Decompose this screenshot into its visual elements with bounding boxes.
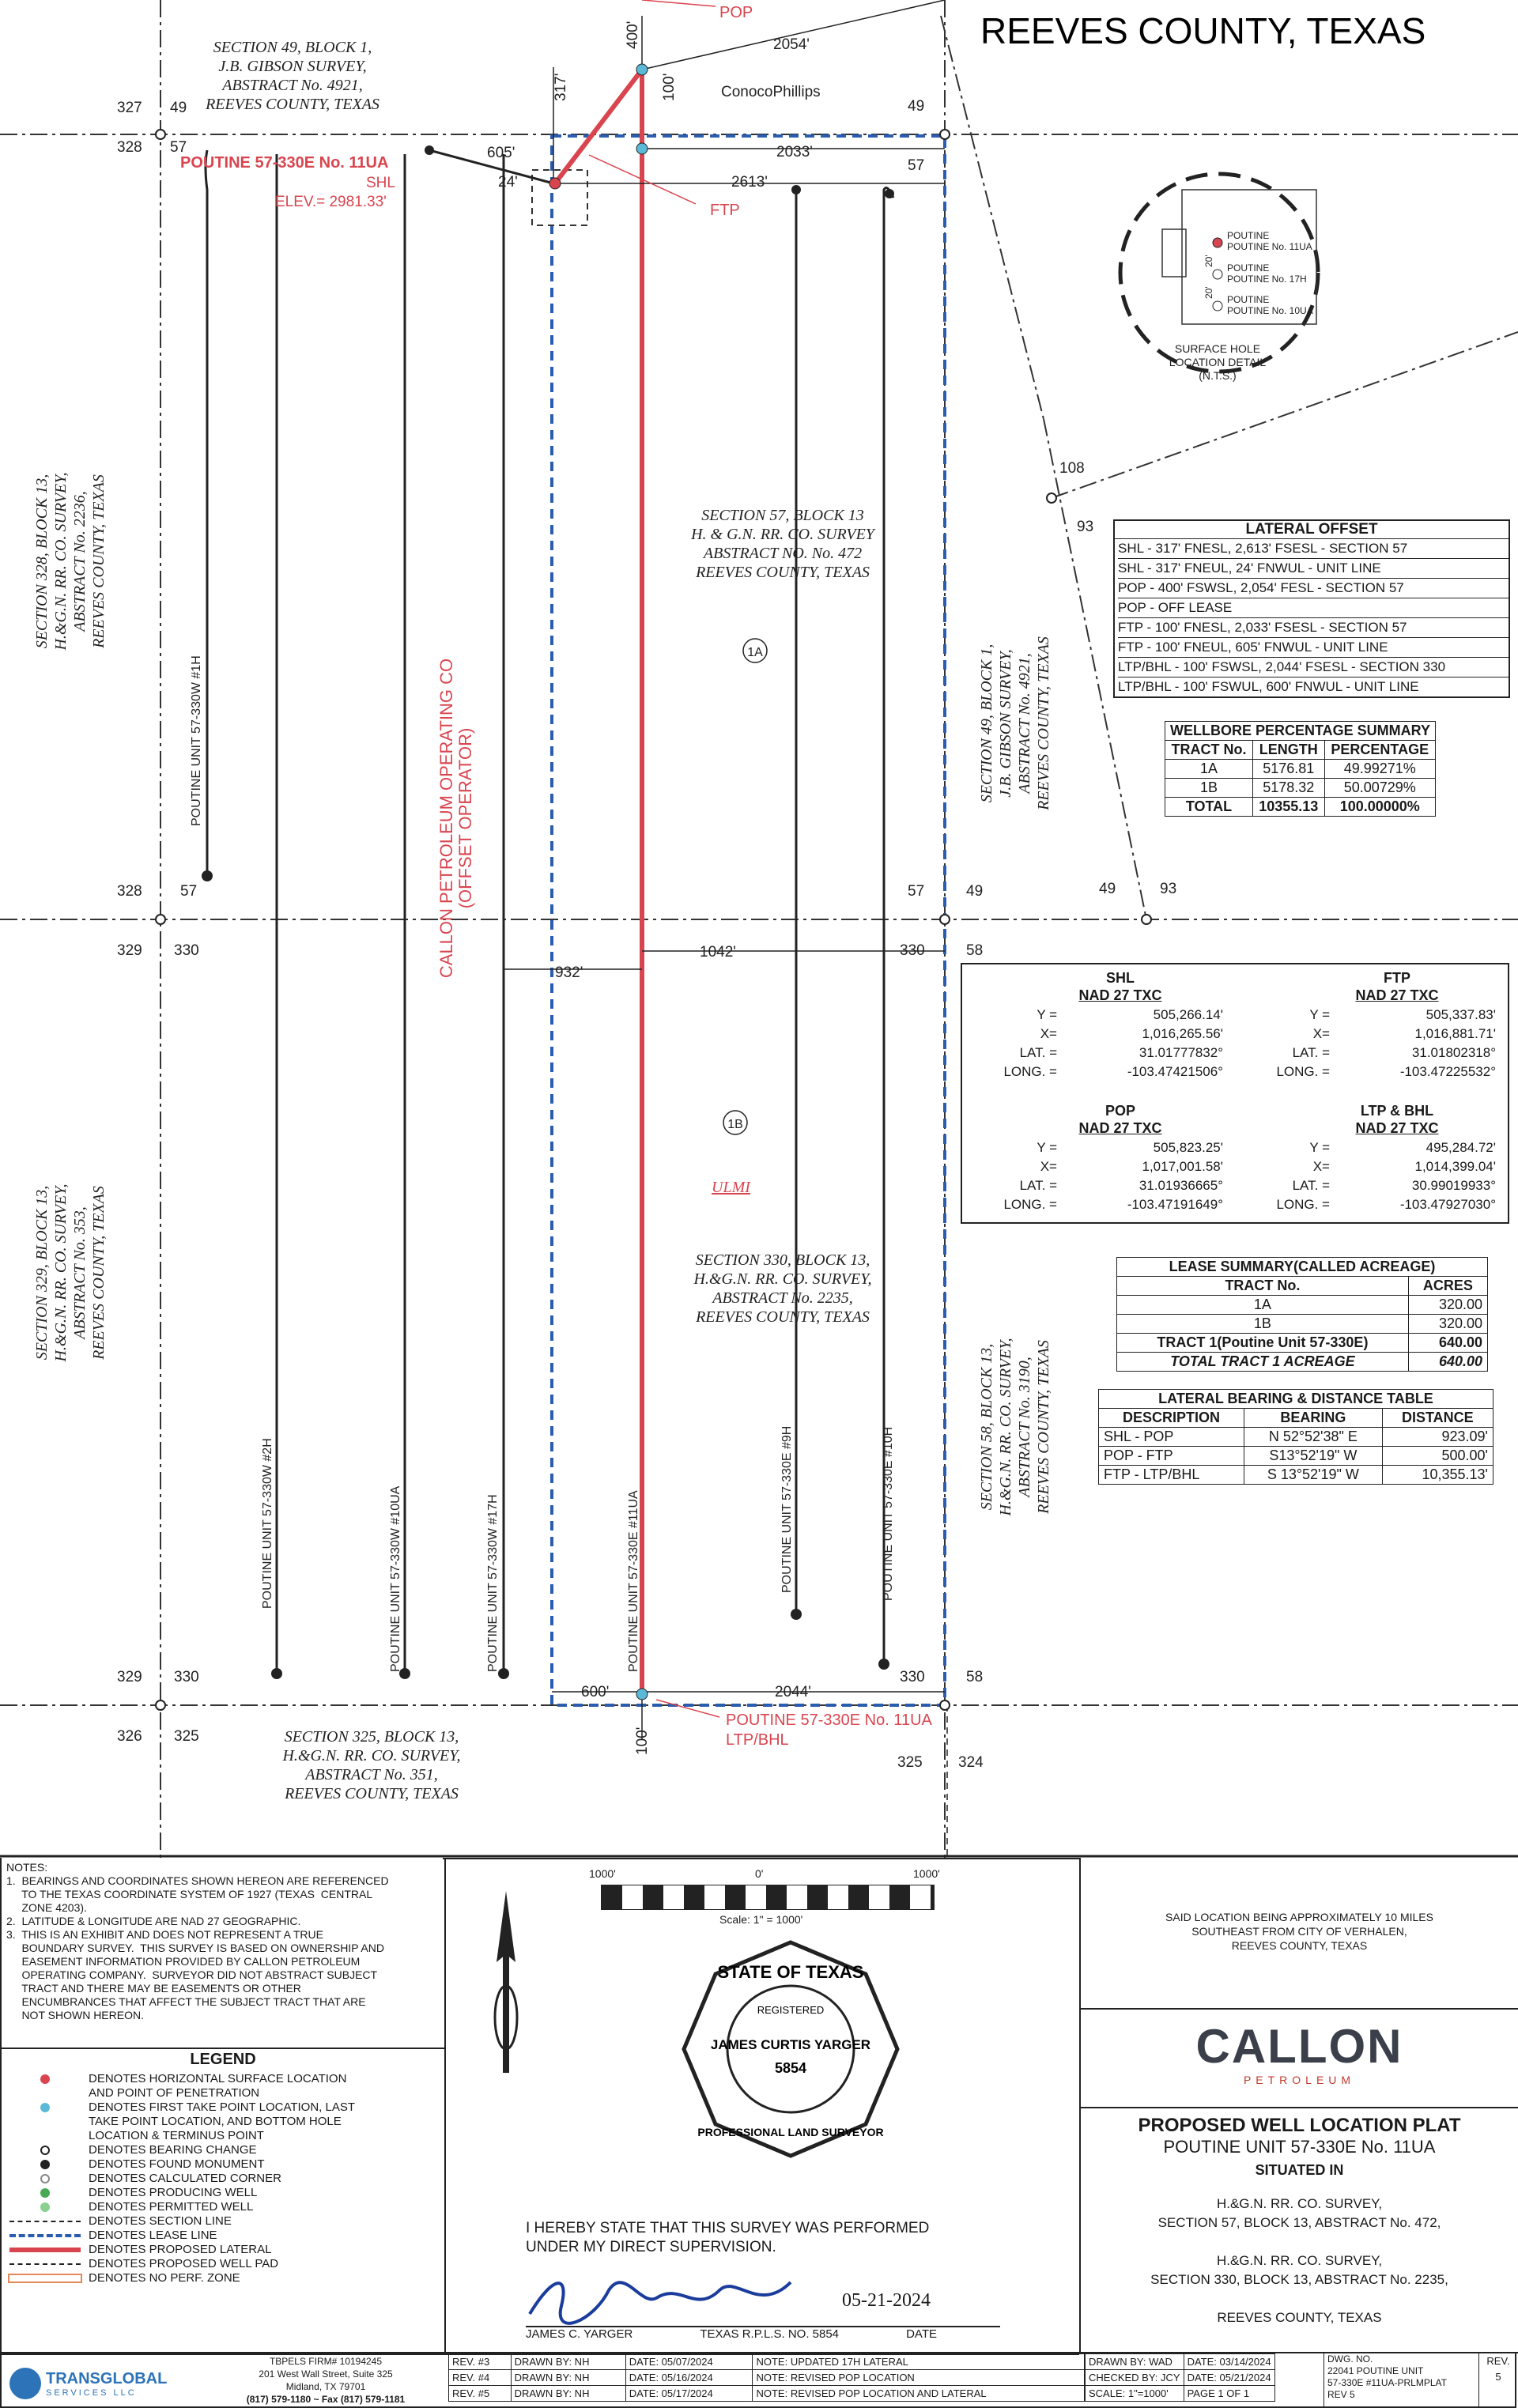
cn-325b: 325 <box>897 1754 923 1771</box>
s49-top-2: J.B. GIBSON SURVEY, <box>218 58 367 75</box>
ltp-coord-datum: NAD 27 TXC <box>1355 1120 1439 1136</box>
note-line: 2. LATITUDE & LONGITUDE ARE NAD 27 GEOGRAPHIC. <box>6 1915 301 1927</box>
permitted-well-icon <box>40 2202 50 2212</box>
svg-text:SECTION 58, BLOCK 13,: SECTION 58, BLOCK 13, <box>978 1343 995 1511</box>
pop-coord-datum: NAD 27 TXC <box>1078 1120 1162 1136</box>
cn-58a: 58 <box>966 942 984 959</box>
section-line-icon <box>9 2221 81 2222</box>
scale-seal-panel: 1000' 0' 1000' Scale: 1" = 1000' STATE OF TEXAS REGISTERED JAMES CURTIS YARGER 5854 PROFESSIONAL LAND SURVEYOR I HEREBY STATE THAT THIS SURVEY WAS PERFORMED UNDER MY DIRECT SUPERVISION. 05-21-2024 JAMES C. YARGER TEXAS R.P.L.S. NO. 5854 DATE <box>443 1858 1079 2355</box>
table-row-total: TOTAL TRACT 1 ACREAGE 640.00 <box>1117 1353 1488 1372</box>
surveyor-signature <box>522 2266 822 2330</box>
s57-2: H. & G.N. RR. CO. SURVEY <box>691 526 874 543</box>
note-line: BOUNDARY SURVEY. THIS SURVEY IS BASED ON OWNERSHIP AND <box>6 1942 384 1954</box>
note-line: TRACT AND THERE MAY BE EASEMENTS OR OTHER <box>6 1982 301 1995</box>
cn-57a: 57 <box>170 139 187 156</box>
revisions-table <box>448 2353 1085 2402</box>
s325-2: H.&G.N. RR. CO. SURVEY, <box>282 1747 461 1764</box>
table-row: 1B 320.00 <box>1117 1315 1488 1334</box>
ltp-coords: Y = 495,284.72' X= 1,014,399.04' LAT. = 30.99019933° LONG. = -103.47927030° <box>1276 1140 1496 1212</box>
dim-24-label: 24' <box>498 174 518 191</box>
dim-2033-label: 2033' <box>776 144 813 160</box>
svg-text:ABSTRACT No. 4921,: ABSTRACT No. 4921, <box>1016 653 1033 794</box>
transglobal-logo: TRANSGLOBAL SERVICES LLC <box>9 2368 167 2399</box>
cn-326: 326 <box>117 1728 142 1745</box>
well-label-1h: POUTINE UNIT 57-330W #1H <box>190 655 203 826</box>
cn-108: 108 <box>1059 460 1085 477</box>
dim-100b-label: 100' <box>634 1727 651 1755</box>
dim-605-label: 605' <box>487 145 515 161</box>
shl-coords: Y = 505,266.14' X= 1,016,265.56' LAT. = 31.01777832° LONG. = -103.47421506° <box>1003 1007 1223 1079</box>
red-dot-icon <box>40 2074 50 2084</box>
s329-block <box>33 1183 108 1362</box>
wellbore-header: LENGTH <box>1252 741 1324 760</box>
firm-info: TBPELS FIRM# 10194245 201 West Wall Street, Suite 325 Midland, TX 79701 (817) 579-1180 ~ Fax (817) 579-1181 <box>246 2356 406 2405</box>
svg-text:REEVES COUNTY, TEXAS: REEVES COUNTY, TEXAS <box>1035 636 1052 810</box>
no-perf-zone-icon <box>8 2274 82 2283</box>
shl-label: SHL <box>366 175 395 191</box>
lateral-offset-row: LTP/BHL - 100' FSWUL, 600' FNWUL - UNIT LINE <box>1118 679 1419 694</box>
well-pad-icon <box>9 2263 81 2265</box>
cn-329b: 329 <box>117 1669 142 1685</box>
well-name-top: POUTINE 57-330E No. 11UA <box>180 154 389 172</box>
s57-4: REEVES COUNTY, TEXAS <box>696 564 870 581</box>
note-line: 3. THIS IS AN EXHIBIT AND DOES NOT REPRESENT A TRUE <box>6 1928 323 1941</box>
notes-title: NOTES: <box>6 1861 48 1874</box>
detail-20b: 20' <box>1203 286 1214 299</box>
svg-text:ABSTRACT No. 2236,: ABSTRACT No. 2236, <box>71 491 89 632</box>
cn-330b: 330 <box>900 942 925 959</box>
svg-text:J.B. GIBSON SURVEY,: J.B. GIBSON SURVEY, <box>997 649 1014 798</box>
detail-caption-3: (N.T.S.) <box>1199 369 1237 382</box>
tract-1b-label: 1B <box>727 1118 743 1131</box>
detail-20a: 20' <box>1203 255 1214 267</box>
shl-coord-datum: NAD 27 TXC <box>1078 987 1162 1003</box>
plat-well: POUTINE UNIT 57-330E No. 11UA <box>1163 2137 1436 2157</box>
s330-2: H.&G.N. RR. CO. SURVEY, <box>693 1270 872 1288</box>
cn-325a: 325 <box>174 1728 199 1745</box>
cn-49b: 49 <box>908 98 925 115</box>
s330-4: REEVES COUNTY, TEXAS <box>696 1308 870 1326</box>
lateral-offset-table <box>1113 519 1510 698</box>
detail-caption-1: SURFACE HOLE <box>1174 342 1261 355</box>
dim-2054-label: 2054' <box>773 36 810 53</box>
dim-100a-label: 100' <box>661 73 678 101</box>
plat-title-panel: PROPOSED WELL LOCATION PLAT POUTINE UNIT 57-330E No. 11UA SITUATED IN H.&G.N. RR. CO. SURVEY, SECTION 57, BLOCK 13, ABSTRACT No. 472, H.&G.N. RR. CO. SURVEY, SECTION 330, BLOCK 13, ABSTRACT No. 2235, REEVES COUNTY, TEXAS <box>1079 2107 1518 2353</box>
s330-1: SECTION 330, BLOCK 13, <box>695 1251 870 1269</box>
table-row: REV. #5 DRAWN BY: NH DATE: 05/17/2024 NOTE: REVISED POP LOCATION AND LATERAL <box>449 2386 1085 2402</box>
dim-317-label: 317' <box>553 73 569 101</box>
s49-right-block <box>978 636 1052 811</box>
cn-93b: 93 <box>1160 881 1177 897</box>
pop-coord-title: POP <box>1105 1103 1135 1119</box>
svg-text:CALLON PETROLEUM OPERATING CO: CALLON PETROLEUM OPERATING CO <box>436 658 456 979</box>
dim-400-label: 400' <box>625 21 641 49</box>
svg-text:REGISTERED: REGISTERED <box>757 2004 825 2016</box>
cn-330d: 330 <box>900 1669 925 1685</box>
svg-text:ABSTRACT No. 3190,: ABSTRACT No. 3190, <box>1016 1357 1033 1497</box>
detail-11ua: POUTINE No. 11UA <box>1227 241 1312 252</box>
svg-text:JAMES CURTIS YARGER: JAMES CURTIS YARGER <box>710 2037 871 2052</box>
lease-header: ACRES <box>1408 1277 1487 1296</box>
notes-panel <box>0 1858 446 2049</box>
cn-49a: 49 <box>170 100 187 116</box>
cn-49d: 49 <box>1099 881 1116 897</box>
cert-name: JAMES C. YARGER <box>526 2327 633 2341</box>
solid-circle-icon <box>40 2160 50 2169</box>
table-row-total: TOTAL 10355.13 100.00000% <box>1165 798 1436 817</box>
lease-summary-title: LEASE SUMMARY(CALLED ACREAGE) <box>1117 1258 1488 1277</box>
lateral-line-icon <box>9 2248 81 2252</box>
ltp-bhl-label: LTP/BHL <box>726 1731 789 1749</box>
well-label-10h: POUTINE UNIT 57-330E #10H <box>882 1426 895 1601</box>
cn-328b: 328 <box>117 883 142 900</box>
lease-summary-table <box>1116 1257 1488 1372</box>
note-line: OPERATING COMPANY. SURVEYOR DID NOT ABSTRACT SUBJECT <box>6 1968 378 1981</box>
wellbore-summary-table <box>1165 721 1436 817</box>
s49-top-4: REEVES COUNTY, TEXAS <box>206 96 380 113</box>
s330-3: ABSTRACT No. 2235, <box>712 1289 853 1307</box>
svg-text:SECTION 328, BLOCK 13,: SECTION 328, BLOCK 13, <box>33 474 51 649</box>
table-row: TRACT 1(Poutine Unit 57-330E) 640.00 <box>1117 1334 1488 1353</box>
lateral-offset-row: POP - OFF LEASE <box>1118 598 1509 618</box>
cert-date: 05-21-2024 <box>842 2290 931 2311</box>
legend-title: LEGEND <box>190 2051 256 2068</box>
svg-text:H.&G.N. RR. CO. SURVEY,: H.&G.N. RR. CO. SURVEY, <box>52 472 70 651</box>
county-title: REEVES COUNTY, TEXAS <box>980 10 1426 51</box>
table-row: POP - FTP S13°52'19" W 500.00' <box>1099 1447 1493 1466</box>
ftp-coord-title: FTP <box>1384 970 1410 986</box>
cn-328a: 328 <box>117 139 142 156</box>
detail-10ua: POUTINE No. 10UA <box>1227 305 1313 316</box>
ulmi-label: ULMI <box>712 1179 750 1196</box>
cn-57b: 57 <box>908 157 925 174</box>
note-line: ENCUMBRANCES THAT AFFECT THE SUBJECT TRACT THAT ARE <box>6 1995 366 2008</box>
cert-rpls: TEXAS R.P.L.S. NO. 5854 <box>700 2327 840 2341</box>
svg-text:SECTION 49, BLOCK 1,: SECTION 49, BLOCK 1, <box>978 644 995 803</box>
bearing-distance-table: LATERAL BEARING & DISTANCE TABLE DESCRIPTION BEARING DISTANCE SHL - POP N 52°52'38" E 923.09' POP - FTP S13°52'19" W 500.00' FTP - LTP/BHL S 13°52'19" W 10,355.13' <box>1098 1389 1493 1485</box>
table-row: 1A 5176.81 49.99271% <box>1165 760 1436 779</box>
svg-text:H.&G.N. RR. CO. SURVEY,: H.&G.N. RR. CO. SURVEY, <box>997 1338 1014 1516</box>
table-row: SHL - POP N 52°52'38" E 923.09' <box>1099 1428 1493 1447</box>
rev-no: REV. 5 <box>1478 2353 1517 2406</box>
pop-label: POP <box>719 4 753 21</box>
s325-1: SECTION 325, BLOCK 13, <box>284 1728 459 1746</box>
well-label-2h: POUTINE UNIT 57-330W #2H <box>261 1438 274 1609</box>
table-row: FTP - LTP/BHL S 13°52'19" W 10,355.13' <box>1099 1466 1493 1485</box>
dim-2613-label: 2613' <box>731 174 768 191</box>
location-panel: SAID LOCATION BEING APPROXIMATELY 10 MILES SOUTHEAST FROM CITY OF VERHALEN, REEVES COUNTY, TEXAS <box>1079 1858 1518 2010</box>
dim-1042-label: 1042' <box>700 944 736 961</box>
svg-text:H.&G.N. RR. CO. SURVEY,: H.&G.N. RR. CO. SURVEY, <box>52 1183 70 1362</box>
note-line: TO THE TEXAS COORDINATE SYSTEM OF 1927 (TEXAS CENTRAL <box>6 1888 373 1900</box>
surveyor-seal <box>680 1938 901 2160</box>
s58-block <box>978 1338 1052 1516</box>
svg-text:REEVES COUNTY, TEXAS: REEVES COUNTY, TEXAS <box>90 1186 108 1360</box>
lateral-offset-row: SHL - 317' FNEUL, 24' FNWUL - UNIT LINE <box>1118 559 1509 579</box>
svg-text:(OFFSET OPERATOR): (OFFSET OPERATOR) <box>455 727 475 909</box>
lateral-offset-row: POP - 400' FSWSL, 2,054' FESL - SECTION 57 <box>1118 579 1509 598</box>
detail-17h-1: POUTINE <box>1227 262 1270 274</box>
cn-57c: 57 <box>180 883 198 900</box>
s49-top-1: SECTION 49, BLOCK 1, <box>213 39 372 56</box>
wellbore-header: TRACT No. <box>1165 741 1253 760</box>
svg-text:ABSTRACT No. 353,: ABSTRACT No. 353, <box>71 1206 89 1339</box>
s57-3: ABSTRACT NO. No. 472 <box>703 545 863 562</box>
table-row: REV. #4 DRAWN BY: NH DATE: 05/16/2024 NOTE: REVISED POP LOCATION <box>449 2370 1085 2386</box>
svg-text:5854: 5854 <box>774 2060 807 2076</box>
coordinate-box <box>961 963 1509 1224</box>
pop-coords: Y = 505,823.25' X= 1,017,001.58' LAT. = 31.01936665° LONG. = -103.47191649° <box>1003 1140 1223 1212</box>
legend-panel: LEGEND DENOTES HORIZONTAL SURFACE LOCATION AND POINT OF PENETRATION DENOTES FIRST TAKE POINT LOCATION, LAST TAKE POINT LOCATION, AND BOTTOM HOLE LOCATION & TERMINUS POINT DENOTES BEARING CHANGE DENOTES FOUND MONUMENT DENOTES CALCULATED CORNER DENOTES PRODUCING WELL DENOTES PERMITTED WELL DENOTES SECTION LINE DENOTES LEASE LINE DENOTES PROPOSED LATERAL DENOTES PROPOSED WELL PAD DENOTES NO PERF. ZONE <box>0 2048 446 2355</box>
open-circle-icon <box>40 2146 50 2155</box>
detail-caption-2: LOCATION DETAIL <box>1169 356 1267 368</box>
footer-strip <box>0 2352 1516 2408</box>
cn-49c: 49 <box>966 883 984 900</box>
offset-operator-label <box>436 659 475 978</box>
s325-3: ABSTRACT No. 351, <box>305 1766 438 1783</box>
bearing-table-title: LATERAL BEARING & DISTANCE TABLE <box>1099 1390 1493 1409</box>
cn-57d: 57 <box>908 883 925 900</box>
cn-329a: 329 <box>117 942 142 959</box>
s57-1: SECTION 57, BLOCK 13 <box>701 507 864 524</box>
svg-text:STATE OF TEXAS: STATE OF TEXAS <box>717 1962 864 1982</box>
table-row: REV. #3 DRAWN BY: NH DATE: 05/07/2024 NOTE: UPDATED 17H LATERAL <box>449 2354 1085 2370</box>
cn-330c: 330 <box>174 1669 199 1685</box>
drawing-info-table: DRAWN BY: WAD DATE: 03/14/2024 CHECKED BY: JCY DATE: 05/21/2024 SCALE: 1"=1000' PAGE 1 OF 1 <box>1085 2353 1275 2402</box>
ftp-coord-datum: NAD 27 TXC <box>1355 987 1439 1003</box>
note-line: NOT SHOWN HEREON. <box>6 2009 144 2021</box>
well-label-9h: POUTINE UNIT 57-330E #9H <box>780 1425 794 1593</box>
globe-icon <box>9 2368 41 2399</box>
table-row: 1B 5178.32 50.00729% <box>1165 779 1436 798</box>
shl-coord-title: SHL <box>1106 970 1135 986</box>
cn-330a: 330 <box>174 942 199 959</box>
tract-1a-label: 1A <box>747 646 763 659</box>
table-row: 1A 320.00 <box>1117 1296 1488 1315</box>
lateral-offset-row: FTP - 100' FNEUL, 605' FNWUL - UNIT LINE <box>1118 638 1509 658</box>
ftp-coords: Y = 505,337.83' X= 1,016,881.71' LAT. = 31.01802318° LONG. = -103.47225532° <box>1276 1007 1496 1079</box>
svg-text:REEVES COUNTY, TEXAS: REEVES COUNTY, TEXAS <box>1035 1340 1052 1514</box>
lease-line-icon <box>9 2234 81 2237</box>
s328-block <box>33 472 108 651</box>
lateral-offset-title: LATERAL OFFSET <box>1115 521 1509 539</box>
cn-93a: 93 <box>1077 519 1094 535</box>
lateral-offset-row: SHL - 317' FNESL, 2,613' FSESL - SECTION 57 <box>1118 539 1509 559</box>
dim-600-label: 600' <box>581 1684 610 1700</box>
lateral-offset-row: FTP - 100' FNESL, 2,033' FSESL - SECTION 57 <box>1118 618 1509 638</box>
note-line: EASEMENT INFORMATION PROVIDED BY CALLON PETROLEUM <box>6 1955 361 1968</box>
dwg-no: DWG. NO. 22041 POUTINE UNIT 57-330E #11UA-PRLMPLAT REV 5 <box>1324 2353 1482 2406</box>
detail-17h: POUTINE No. 17H <box>1227 274 1307 285</box>
wellbore-summary-title: WELLBORE PERCENTAGE SUMMARY <box>1165 722 1436 741</box>
producing-well-icon <box>40 2188 50 2198</box>
callon-sub: PETROLEUM <box>1243 2074 1356 2086</box>
lease-header: TRACT No. <box>1117 1277 1409 1296</box>
cn-58b: 58 <box>966 1669 984 1685</box>
dim-932-label: 932' <box>555 964 583 981</box>
cn-327: 327 <box>117 100 142 116</box>
blue-dot-icon <box>40 2103 50 2112</box>
well-label-10ua: POUTINE UNIT 57-330W #10UA <box>389 1485 402 1672</box>
cn-324: 324 <box>958 1754 984 1771</box>
cert-date-label: DATE <box>906 2327 937 2341</box>
ftp-label: FTP <box>710 202 740 219</box>
conoco-label: ConocoPhillips <box>721 84 821 100</box>
plat-title: PROPOSED WELL LOCATION PLAT <box>1138 2115 1461 2136</box>
callon-logo-panel <box>1079 2008 1518 2108</box>
north-arrow-icon <box>474 1891 538 2081</box>
svg-text:SECTION 329, BLOCK 13,: SECTION 329, BLOCK 13, <box>33 1185 51 1361</box>
callon-logo: CALLON <box>1195 2020 1403 2073</box>
wellbore-header: PERCENTAGE <box>1324 741 1436 760</box>
elev-label: ELEV.= 2981.33' <box>275 194 387 210</box>
detail-10ua-1: POUTINE <box>1227 294 1270 305</box>
lateral-offset-row: LTP/BHL - 100' FSWSL, 2,044' FSESL - SECTION 330 <box>1118 658 1509 677</box>
svg-text:REEVES COUNTY, TEXAS: REEVES COUNTY, TEXAS <box>90 474 108 648</box>
well-label-11ua: POUTINE UNIT 57-330E #11UA <box>627 1490 640 1672</box>
well-label-17h: POUTINE UNIT 57-330W #17H <box>486 1494 500 1672</box>
certification: I HEREBY STATE THAT THIS SURVEY WAS PERFORMED UNDER MY DIRECT SUPERVISION. <box>526 2220 930 2255</box>
note-line: ZONE 4203). <box>6 1901 87 1914</box>
svg-text:PROFESSIONAL LAND SURVEYOR: PROFESSIONAL LAND SURVEYOR <box>697 2126 884 2138</box>
dim-2044-label: 2044' <box>775 1684 811 1700</box>
detail-11ua-1: POUTINE <box>1227 230 1270 241</box>
calc-corner-icon <box>40 2174 50 2183</box>
s49-top-3: ABSTRACT No. 4921, <box>222 77 363 94</box>
ltp-coord-title: LTP & BHL <box>1360 1103 1434 1119</box>
note-line: 1. BEARINGS AND COORDINATES SHOWN HEREON ARE REFERENCED <box>6 1874 389 1887</box>
s325-4: REEVES COUNTY, TEXAS <box>285 1785 459 1802</box>
well-name-bottom: POUTINE 57-330E No. 11UA <box>726 1712 932 1729</box>
